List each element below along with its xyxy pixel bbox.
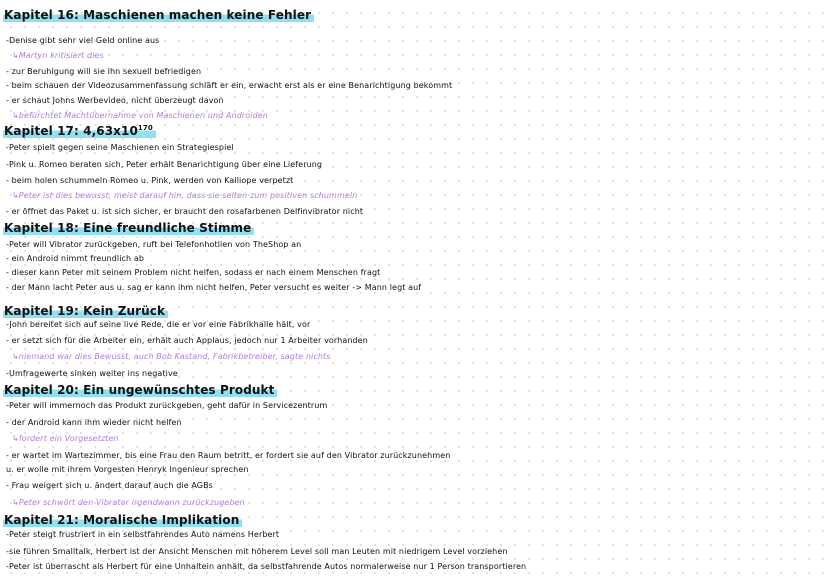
chapter-title: Kapitel 16: Maschienen machen keine Fehler <box>3 8 314 22</box>
bullet-line: -Pink u. Romeo beraten sich, Peter erhält Benarichtigung über eine Lieferung <box>6 160 323 169</box>
bullet-line: - er wartet im Wartezimmer, bis eine Frau den Raum betritt, er fordert sie auf den Vibrator zurückzunehmen <box>6 451 451 460</box>
bullet-line: -Peter spielt gegen seine Maschienen ein Strategiespiel <box>6 143 234 152</box>
bullet-line: - er setzt sich für die Arbeiter ein, erhält auch Applaus, jedoch nur 1 Arbeiter vorhanden <box>6 336 368 345</box>
bullet-line: - zur Beruhigung will sie ihn sexuell befriedigen <box>6 67 202 76</box>
chapter-heading <box>3 383 277 397</box>
bullet-line: -Umfragewerte sinken weiter ins negative <box>6 369 178 378</box>
bullet-line: - beim schauen der Videozusammenfassung schläft er ein, erwacht erst als er eine Benarichtigung bekommt <box>6 81 453 90</box>
chapter-heading <box>3 513 242 527</box>
chapter-title: Kapitel 20: Ein ungewünschtes Produkt <box>3 383 277 397</box>
note-line: ↳fordert ein Vorgesetzten <box>12 434 119 443</box>
bullet-line: -Peter ist überrascht als Herbert für eine Unhaltein anhält, da selbstfahrende Autos normalerweise nur 1 Person transportieren <box>6 562 527 571</box>
chapter-title-exponent: 170 <box>137 124 153 132</box>
note-line: ↳niemand war dies Bewusst, auch Bob Kastand, Fabrikbetreiber, sagte nichts <box>12 352 331 361</box>
note-line: ↳Peter schwört den Vibrator irgendwann zurückzugeben <box>12 498 245 507</box>
bullet-line: - der Mann lacht Peter aus u. sag er kann ihm nicht helfen, Peter versucht es weiter -> Mann legt auf <box>6 283 422 292</box>
chapter-title: Kapitel 21: Moralische Implikation <box>3 513 242 527</box>
chapter-title: Kapitel 19: Kein Zurück <box>3 304 168 318</box>
bullet-line: - der Android kann ihm wieder nicht helfen <box>6 418 182 427</box>
bullet-line: -Peter will Vibrator zurückgeben, ruft bei Telefonhotlien von TheShop an <box>6 240 302 249</box>
note-line: ↳befürchtet Machtübernahme von Maschienen und Androiden <box>12 111 268 120</box>
bullet-line: - er schaut Johns Werbevideo, nicht überzeugt davon <box>6 96 224 105</box>
bullet-line: - ein Android nimmt freundlich ab <box>6 254 145 263</box>
bullet-line: u. er wolle mit ihrem Vorgesten Henryk Ingenieur sprechen <box>6 465 249 474</box>
note-line: ↳Martyn kritisiert dies <box>12 51 104 60</box>
bullet-line: -John bereitet sich auf seine live Rede, die er vor eine Fabrikhalle hält, vor <box>6 320 311 329</box>
bullet-line: - dieser kann Peter mit seinem Problem nicht helfen, sodass er nach einem Menschen fragt <box>6 268 381 277</box>
chapter-title: Kapitel 17: $4,63x10^{170}$ <box>3 124 156 138</box>
chapter-heading <box>3 221 254 235</box>
chapter-heading <box>3 8 314 22</box>
bullet-line: - beim holen schummeln Romeo u. Pink, werden von Kalliope verpetzt <box>6 176 294 185</box>
bullet-line: - Frau weigert sich u. ändert darauf auch die AGBs <box>6 481 213 490</box>
chapter-heading <box>3 124 156 138</box>
bullet-line: -Peter steigt frustriert in ein selbstfahrendes Auto namens Herbert <box>6 530 280 539</box>
bullet-line: -Peter will immernoch das Produkt zurückgeben, geht dafür in Servicezentrum <box>6 401 328 410</box>
chapter-title: Kapitel 18: Eine freundliche Stimme <box>3 221 254 235</box>
note-line: ↳Peter ist dies bewusst, meist darauf hin, dass sie selten zum positiven schummeln <box>12 191 358 200</box>
bullet-line: - er öffnet das Paket u. ist sich sicher, er braucht den rosafarbenen Delfinvibrator nicht <box>6 207 364 216</box>
chapter-heading <box>3 304 168 318</box>
bullet-line: -Denise gibt sehr viel Geld online aus <box>6 36 160 45</box>
bullet-line: -sie führen Smalltalk, Herbert ist der Ansicht Menschen mit höherem Level soll man Leuten mit niedrigem Level vorziehen <box>6 547 508 556</box>
